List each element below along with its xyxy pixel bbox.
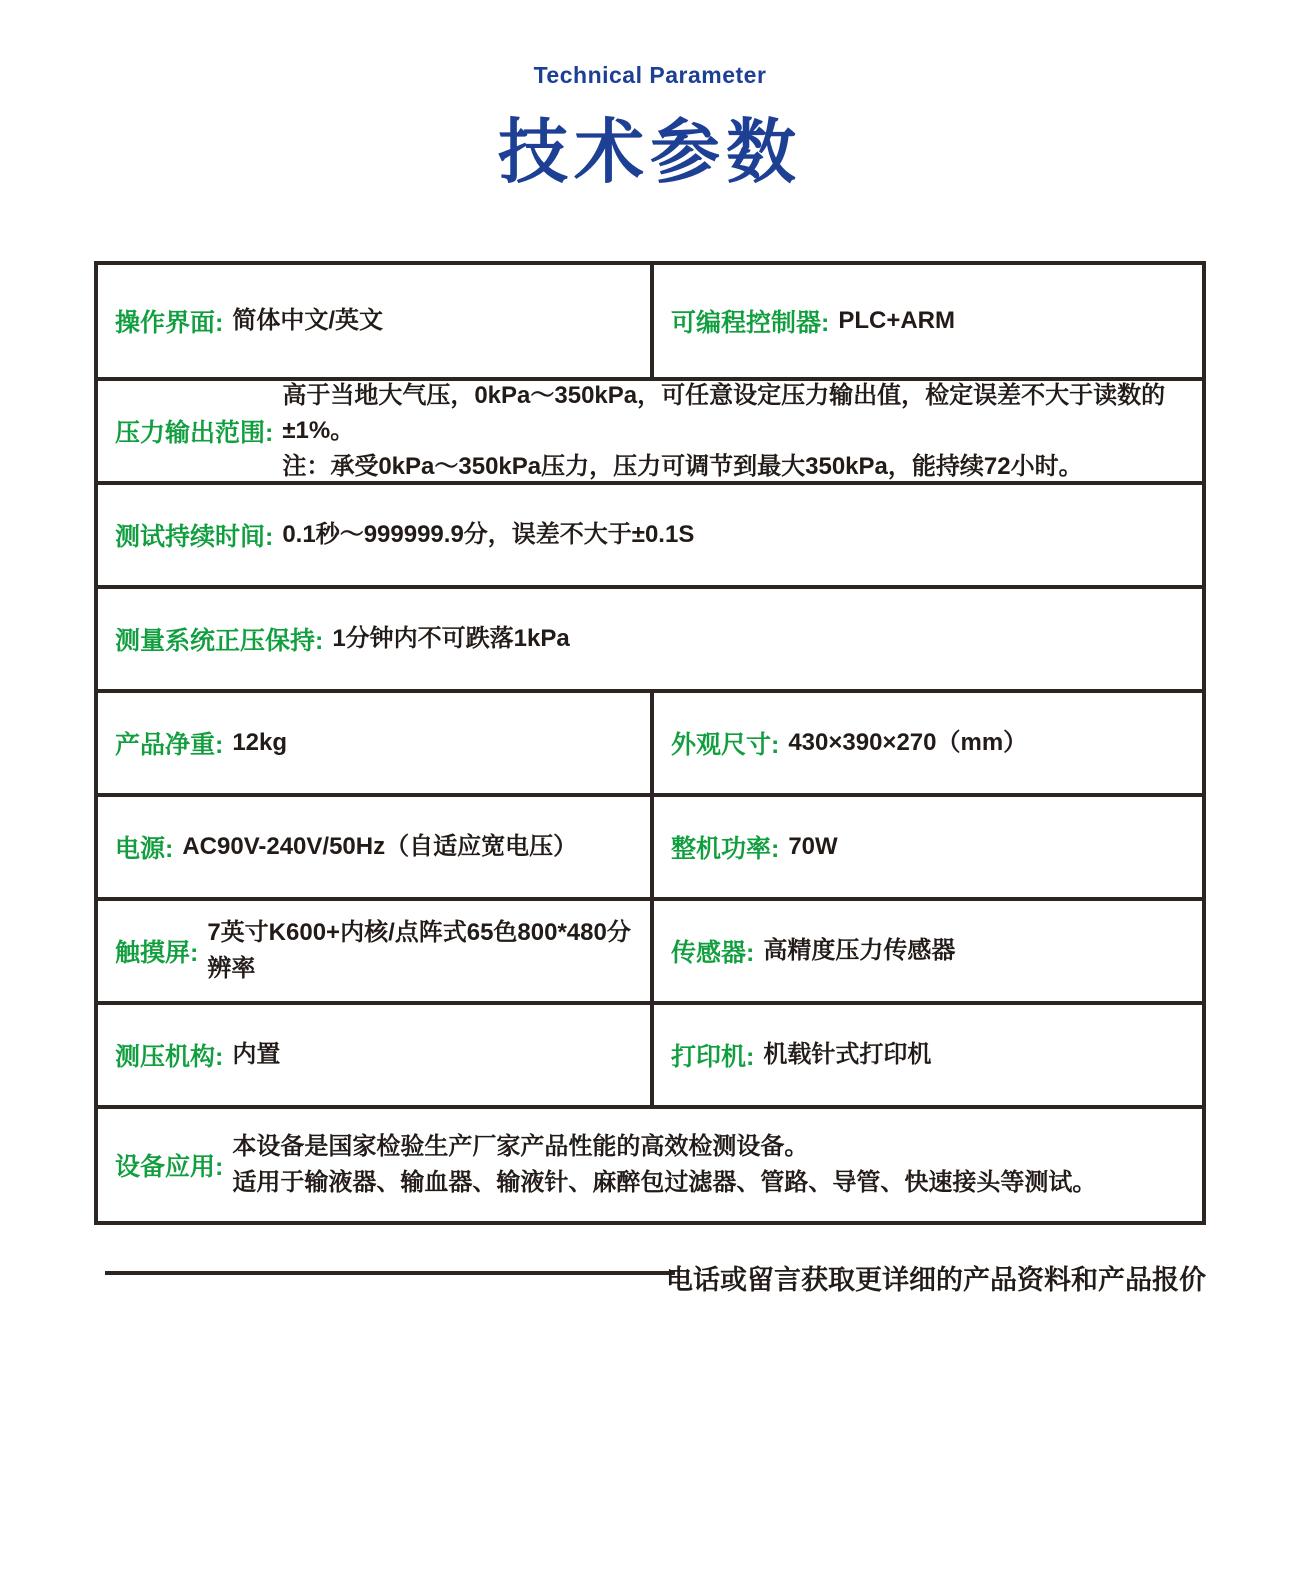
spec-value: 简体中文/英文 — [232, 307, 383, 335]
table-row-device-application — [98, 1105, 1202, 1221]
spec-label: 测压机构: — [115, 1043, 224, 1071]
table-row-test-duration — [98, 481, 1202, 585]
spec-value: 0.1秒～999999.9分，误差不大于±0.1S — [282, 521, 695, 549]
table-row-touchscreen-sensor — [98, 897, 1202, 1001]
spec-value: 70W — [788, 833, 838, 861]
spec-label: 可编程控制器: — [671, 309, 830, 337]
header-subtitle: Technical Parameter — [533, 62, 767, 88]
spec-label: 测量系统正压保持: — [115, 627, 324, 655]
cell-programmable-controller — [650, 265, 1202, 377]
cell-net-weight — [98, 693, 650, 793]
spec-label: 打印机: — [671, 1043, 755, 1071]
spec-value: 内置 — [232, 1041, 281, 1069]
spec-value: PLC+ARM — [838, 307, 955, 335]
spec-label: 电源: — [115, 835, 174, 863]
spec-value-line: 本设备是国家检验生产厂家产品性能的高效检测设备。 — [232, 1133, 809, 1161]
spec-value: 12kg — [232, 729, 288, 757]
table-row-pressure-output-range — [98, 377, 1202, 481]
cell-printer — [650, 1005, 1202, 1105]
cell-test-duration — [98, 485, 1202, 585]
table-row-interface-controller — [98, 265, 1202, 377]
table-row-mechanism-printer — [98, 1001, 1202, 1105]
table-row-power-supply — [98, 793, 1202, 897]
spec-label: 整机功率: — [671, 835, 780, 863]
spec-value-line: 高于当地大气压，0kPa～350kPa，可任意设定压力输出值，检定误差不大于读数的±1%。 — [282, 381, 1166, 445]
cell-dimensions — [650, 693, 1202, 793]
spec-table — [94, 261, 1206, 1225]
spec-label: 操作界面: — [115, 309, 224, 337]
spec-value-line: 适用于输液器、输血器、输液针、麻醉包过滤器、管路、导管、快速接头等测试。 — [232, 1169, 1097, 1196]
spec-label: 传感器: — [671, 939, 755, 967]
spec-label: 产品净重: — [115, 731, 224, 759]
page-title: 技术参数 — [498, 113, 802, 191]
footer-divider — [105, 1271, 675, 1275]
cell-touchscreen — [98, 901, 650, 1001]
table-row-positive-pressure-hold — [98, 585, 1202, 689]
spec-value — [232, 1129, 1096, 1200]
spec-value — [282, 378, 1194, 485]
spec-value: 7英寸K600+内核/点阵式65色800*480分辨率 — [207, 919, 631, 982]
spec-value: 430×390×270（mm） — [788, 729, 1028, 757]
spec-value: 机载针式打印机 — [763, 1041, 932, 1069]
cell-sensor — [650, 901, 1202, 1001]
spec-value: 高精度压力传感器 — [763, 937, 956, 965]
cell-total-power — [650, 797, 1202, 897]
cell-positive-pressure-hold — [98, 589, 1202, 689]
spec-label: 测试持续时间: — [115, 523, 274, 551]
cell-operation-interface — [98, 265, 650, 377]
cell-pressure-output-range — [98, 381, 1202, 481]
footer-note: 电话或留言获取更详细的产品资料和产品报价 — [666, 1265, 1206, 1295]
cell-power-source — [98, 797, 650, 897]
cell-device-application — [98, 1109, 1202, 1221]
spec-label: 触摸屏: — [115, 939, 199, 967]
cell-pressure-mechanism — [98, 1005, 650, 1105]
spec-value: AC90V-240V/50Hz（自适应宽电压） — [182, 833, 578, 861]
table-row-weight-dimensions — [98, 689, 1202, 793]
spec-label: 外观尺寸: — [671, 731, 780, 759]
spec-value-line: 注：承受0kPa～350kPa压力，压力可调节到最大350kPa，能持续72小时。 — [282, 452, 1083, 480]
spec-value: 1分钟内不可跌落1kPa — [332, 625, 570, 653]
spec-label: 设备应用: — [115, 1153, 224, 1181]
spec-label: 压力输出范围: — [115, 419, 274, 447]
